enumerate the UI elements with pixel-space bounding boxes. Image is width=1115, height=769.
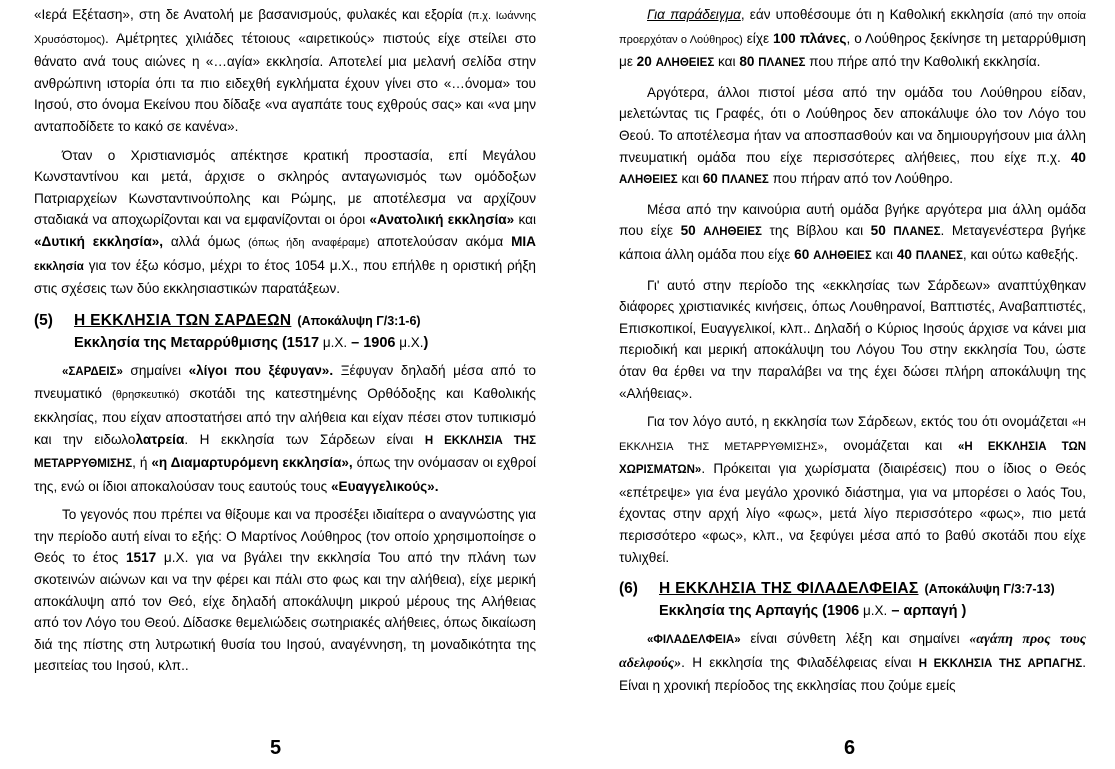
section-subtitle: Εκκλησία της Αρπαγής (1906 μ.Χ. – αρπαγή ) [659,603,967,620]
left-page [34,4,536,684]
paragraph: «Ιερά Εξέταση», στη δε Ανατολή με βασανισμούς, φυλακές και εξορία (π.χ. Ιωάννης Χρυσόστομος). Αμέτρητες χιλιάδες τέτοιους «αιρετικούς» πιστούς είχε στείλει στο θάνατο ανά τους αιώνες η «…αγία» εκκλησία. Αποτελεί μια μελανή σελίδα στην ανθρώπινη ιστορία όπι τα πιο ειδεχθή εγκλήματα έχουν γίνει στο «…όνομα» του Ιησού, στο όνομα Εκείνου που δίδαξε «να αγαπάτε τους εχθρούς σας» και «να μην ανταποδίδετε το κακό σε κανένα». [34,7,536,134]
section-heading [619,578,1086,622]
page-number: 5 [270,737,282,759]
paragraph: «ΣΑΡΔΕΙΣ» σημαίνει «λίγοι που ξέφυγαν». Ξέφυγαν δηλαδή μέσα από το πνευματικό (θρησκευτικό) σκοτάδι της κατεστημένης Ορθόδοξης και Καθολικής εκκλησίας, που είχαν αποστατήσει από την αλήθεια και είχαν πέσει στον τυπικισμό και την ειδωλολατρεία. Η εκκλησία των Σάρδεων είναι Η ΕΚΚΛΗΣΙΑ ΤΗΣ ΜΕΤΑΡΡΥΘΜΙΣΗΣ, ή «η Διαμαρτυρόμενη εκκλησία», όπως την ονόμασαν οι εχθροί της, ενώ οι ίδιοι αποκαλούσαν τους εαυτούς τους «Ευαγγελικούς». [34,362,537,494]
section-number: (5) [34,311,53,329]
section-subtitle: Εκκλησία της Μεταρρύθμισης (1517 μ.Χ. – 1906 μ.Χ.) [74,334,429,351]
paragraph: Μέσα από την καινούρια αυτή ομάδα βγήκε αργότερα μια άλλη ομάδα που είχε 50 ΑΛΗΘΕΙΕΣ της Βίβλου και 50 ΠΛΑΝΕΣ. Μεταγενέστερα βγήκε κάποια άλλη ομάδα που είχε 60 ΑΛΗΘΕΙΕΣ και 40 ΠΛΑΝΕΣ, και ούτω καθεξής. [619,201,1086,262]
section-heading [34,310,536,354]
paragraph: Όταν ο Χριστιανισμός απέκτησε κρατική προστασία, επί Μεγάλου Κωνσταντίνου και μετά, άρχισε ο σκληρός ανταγωνισμός των ομόδοξων Πατριαρχείων Κωνσταντινούπολης και Ρώμης, με αποτέλεσμα να αρχίζουν σταδιακά να αποχωρίζονται και να εμφανίζονται οι όροι «Ανατολική εκκλησία» και «Δυτική εκκλησία», αλλά όμως (όπως ήδη αναφέραμε) αποτελούσαν ακόμα ΜΙΑ εκκλησία για τον έξω κόσμο, μέχρι το έτος 1054 μ.Χ., που επήλθε η οριστική ρήξη στις σχέσεις των δύο εκκλησιαστικών παρατάξεων. [34,147,536,297]
section-title: Η ΕΚΚΛΗΣΙΑ ΤΗΣ ΦΙΛΑΔΕΛΦΕΙΑΣ [659,580,919,598]
scripture-reference: (Αποκάλυψη Γ/3:7-13) [924,582,1055,597]
paragraph: «ΦΙΛΑΔΕΛΦΕΙΑ» είναι σύνθετη λέξη και σημαίνει «αγάπη προς τους αδελφούς». Η εκκλησία της Φιλαδέλφειας είναι Η ΕΚΚΛΗΣΙΑ ΤΗΣ ΑΡΠΑΓΗΣ. Είναι η χρονική περίοδος της εκκλησίας που ζούμε εμείς [619,631,1086,694]
paragraph: Το γεγονός που πρέπει να θίξουμε και να προσέξει ιδιαίτερα ο αναγνώστης για την περίοδο αυτή είναι το εξής: Ο Μαρτίνος Λούθηρος (τον οποίο χρησιμοποίησε ο Θεός το έτος 1517 μ.Χ. για να βγάλει την εκκλησία Του από την πλάνη των σκοτεινών αιώνων και να την φέρει και πάλι στο φως και την αλήθεια), είχε μερική αποκάλυψη από τον Θεό, είχε δηλαδή αποκάλυψη μικρού μέρους της Αλήθειας από τον Λόγο του Θεού. Δίδασκε θεμελιώδεις σωτηριακές αλήθειες, όπως δικαίωση διά της πίστης στη λυτρωτική θυσία του Ιησού, αναγέννηση, τη μοναδικότητα της μεσιτείας του Ιησού, κλπ.. [34,507,537,674]
right-page [619,4,1086,704]
paragraph: Για παράδειγμα, εάν υποθέσουμε ότι η Καθολική εκκλησία (από την οποία προερχόταν ο Λούθηρος) είχε 100 πλάνες, ο Λούθηρος ξεκίνησε τη μεταρρύθμιση με 20 ΑΛΗΘΕΙΕΣ και 80 ΠΛΑΝΕΣ που πήρε από την Καθολική εκκλησία. [619,7,1086,70]
section-title: Η ΕΚΚΛΗΣΙΑ ΤΩΝ ΣΑΡΔΕΩΝ [74,311,292,329]
paragraph: Αργότερα, άλλοι πιστοί μέσα από την ομάδα του Λούθηρου είδαν, μελετώντας τις Γραφές, ότι ο Λούθηρος δεν αποκάλυψε όλο τον Λόγο του Θεού. Το αποτέλεσμα ήταν να αποσπασθούν και να δημιουργήσουν μια άλλη πνευματική ομάδα που είχε περισσότερες αλήθειες, που είχε π.χ. 40 ΑΛΗΘΕΙΕΣ και 60 ΠΛΑΝΕΣ που πήραν από τον Λούθηρο. [619,84,1086,187]
section-number: (6) [619,580,638,598]
paragraph: Για τον λόγο αυτό, η εκκλησία των Σάρδεων, εκτός του ότι ονομάζεται «Η ΕΚΚΛΗΣΙΑ ΤΗΣ ΜΕΤΑΡΡΥΘΜΙΣΗΣ», ονομάζεται και «Η ΕΚΚΛΗΣΙΑ ΤΩΝ ΧΩΡΙΣΜΑΤΩΝ». Πρόκειται για χωρίσματα (διαιρέσεις) που ο ίδιος ο Θεός «επέτρεψε» για ένα μεγάλο χρονικό διάστημα, για να μπορέσει ο λαός Του, έχοντας στην αρχή λίγο «φως», μετά λίγο περισσότερο «φως», πιο μετά περισσότερο «φως», κλπ., να ξεφύγει μέσα από το βαθύ σκοτάδι που είχε τυλιχθεί. [619,414,1086,565]
scripture-reference: (Αποκάλυψη Γ/3:1-6) [297,313,421,328]
paragraph: Γι' αυτό στην περίοδο της «εκκλησίας των Σάρδεων» αναπτύχθηκαν διάφορες χριστιανικές κινήσεις, όπως Λουθηρανοί, Βαπτιστές, Αναβαπτιστές, Επισκοπικοί, Ευαγγελικοί, κλπ.. Δηλαδή ο Κύριος Ιησούς άρχισε να κάνει μια περιοδική και μερική αποκάλυψη του Λόγου Του στην εκκλησία Του, ώστε όταν θα έρθει να την παραλάβει να της έχει δώσει πλήρη αποκάλυψη της «Αλήθειας». [619,277,1086,401]
page-number: 6 [844,737,856,759]
